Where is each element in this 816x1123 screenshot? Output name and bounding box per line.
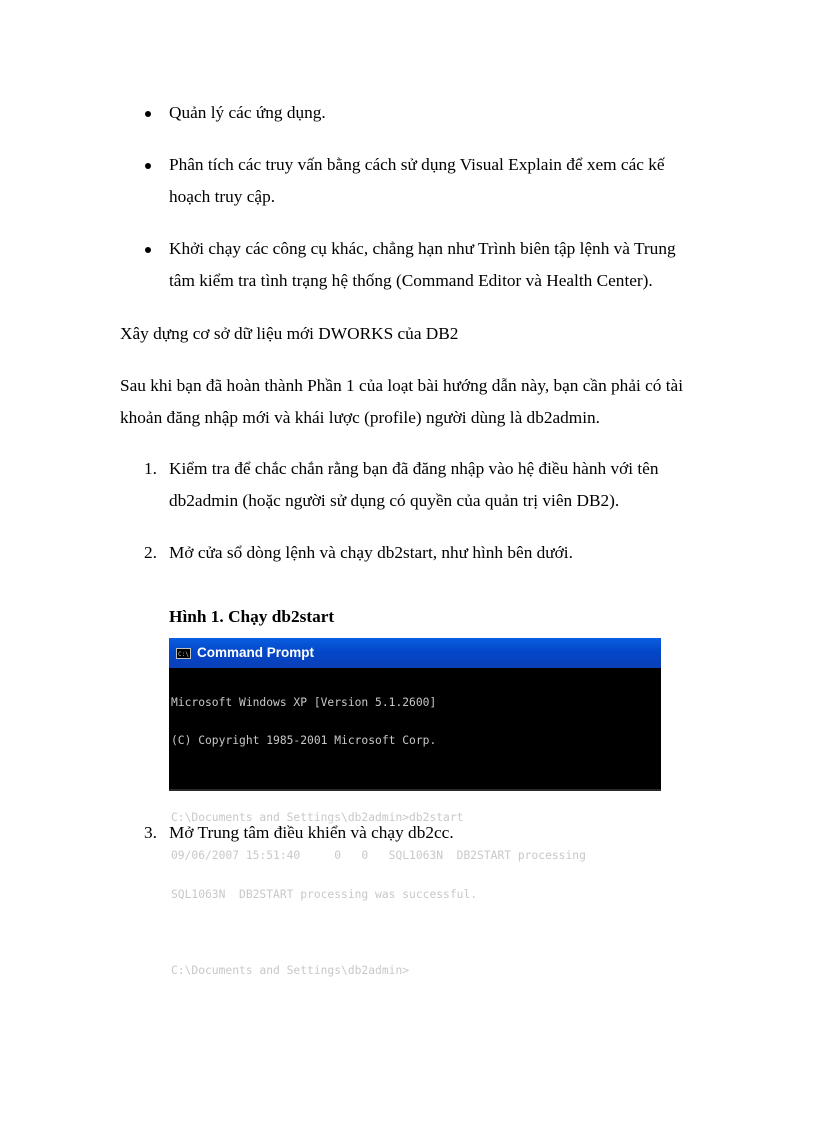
bullet-item-text: Phân tích các truy vấn bằng cách sử dụng Visual Explain để xem các kế (169, 155, 665, 174)
console-line: SQL1063N DB2START processing was successful. (171, 887, 478, 901)
paragraph-line: Sau khi bạn đã hoàn thành Phần 1 của loạt bài hướng dẫn này, bạn cần phải có tài (120, 376, 684, 395)
step-text: db2admin (hoặc người sử dụng có quyền của quản trị viên DB2). (169, 491, 620, 510)
step-number: 2. (144, 543, 157, 562)
console-line: C:\Documents and Settings\db2admin>db2start (171, 810, 464, 824)
section-heading: Xây dựng cơ sở dữ liệu mới DWORKS của DB2 (120, 324, 459, 343)
paragraph-line: khoản đăng nhập mới và khái lược (profile) người dùng là db2admin. (120, 408, 600, 427)
window-title: Command Prompt (197, 645, 315, 660)
step-text: Mở Trung tâm điều khiển và chạy db2cc. (169, 823, 454, 842)
console-line: 09/06/2007 15:51:40 0 0 SQL1063N DB2START processing (171, 849, 586, 863)
bullet-item-text: hoạch truy cập. (169, 187, 276, 206)
bullet-dot (145, 111, 151, 117)
step-number: 3. (144, 823, 157, 842)
bullet-item-text: tâm kiểm tra tình trạng hệ thống (Command Editor và Health Center). (169, 271, 653, 290)
window-bottom-edge (169, 789, 661, 791)
window-titlebar (169, 638, 661, 668)
step-text: Mở cửa sổ dòng lệnh và chạy db2start, như hình bên dưới. (169, 543, 573, 562)
console-line (171, 773, 661, 786)
console-line: (C) Copyright 1985-2001 Microsoft Corp. (171, 733, 437, 747)
console-icon: C:\ (176, 648, 191, 659)
figure-caption: Hình 1. Chạy db2start (169, 607, 335, 626)
bullet-item-text: Quản lý các ứng dụng. (169, 103, 326, 122)
console-line: C:\Documents and Settings\db2admin> (171, 964, 410, 978)
console-line (171, 927, 661, 940)
bullet-item-text: Khởi chạy các công cụ khác, chẳng hạn như Trình biên tập lệnh và Trung (169, 239, 676, 258)
step-text: Kiểm tra để chắc chắn rằng bạn đã đăng nhập vào hệ điều hành với tên (169, 459, 659, 478)
step-number: 1. (144, 459, 157, 478)
console-line: Microsoft Windows XP [Version 5.1.2600] (171, 695, 437, 709)
bullet-dot (145, 163, 151, 169)
bullet-dot (145, 247, 151, 253)
